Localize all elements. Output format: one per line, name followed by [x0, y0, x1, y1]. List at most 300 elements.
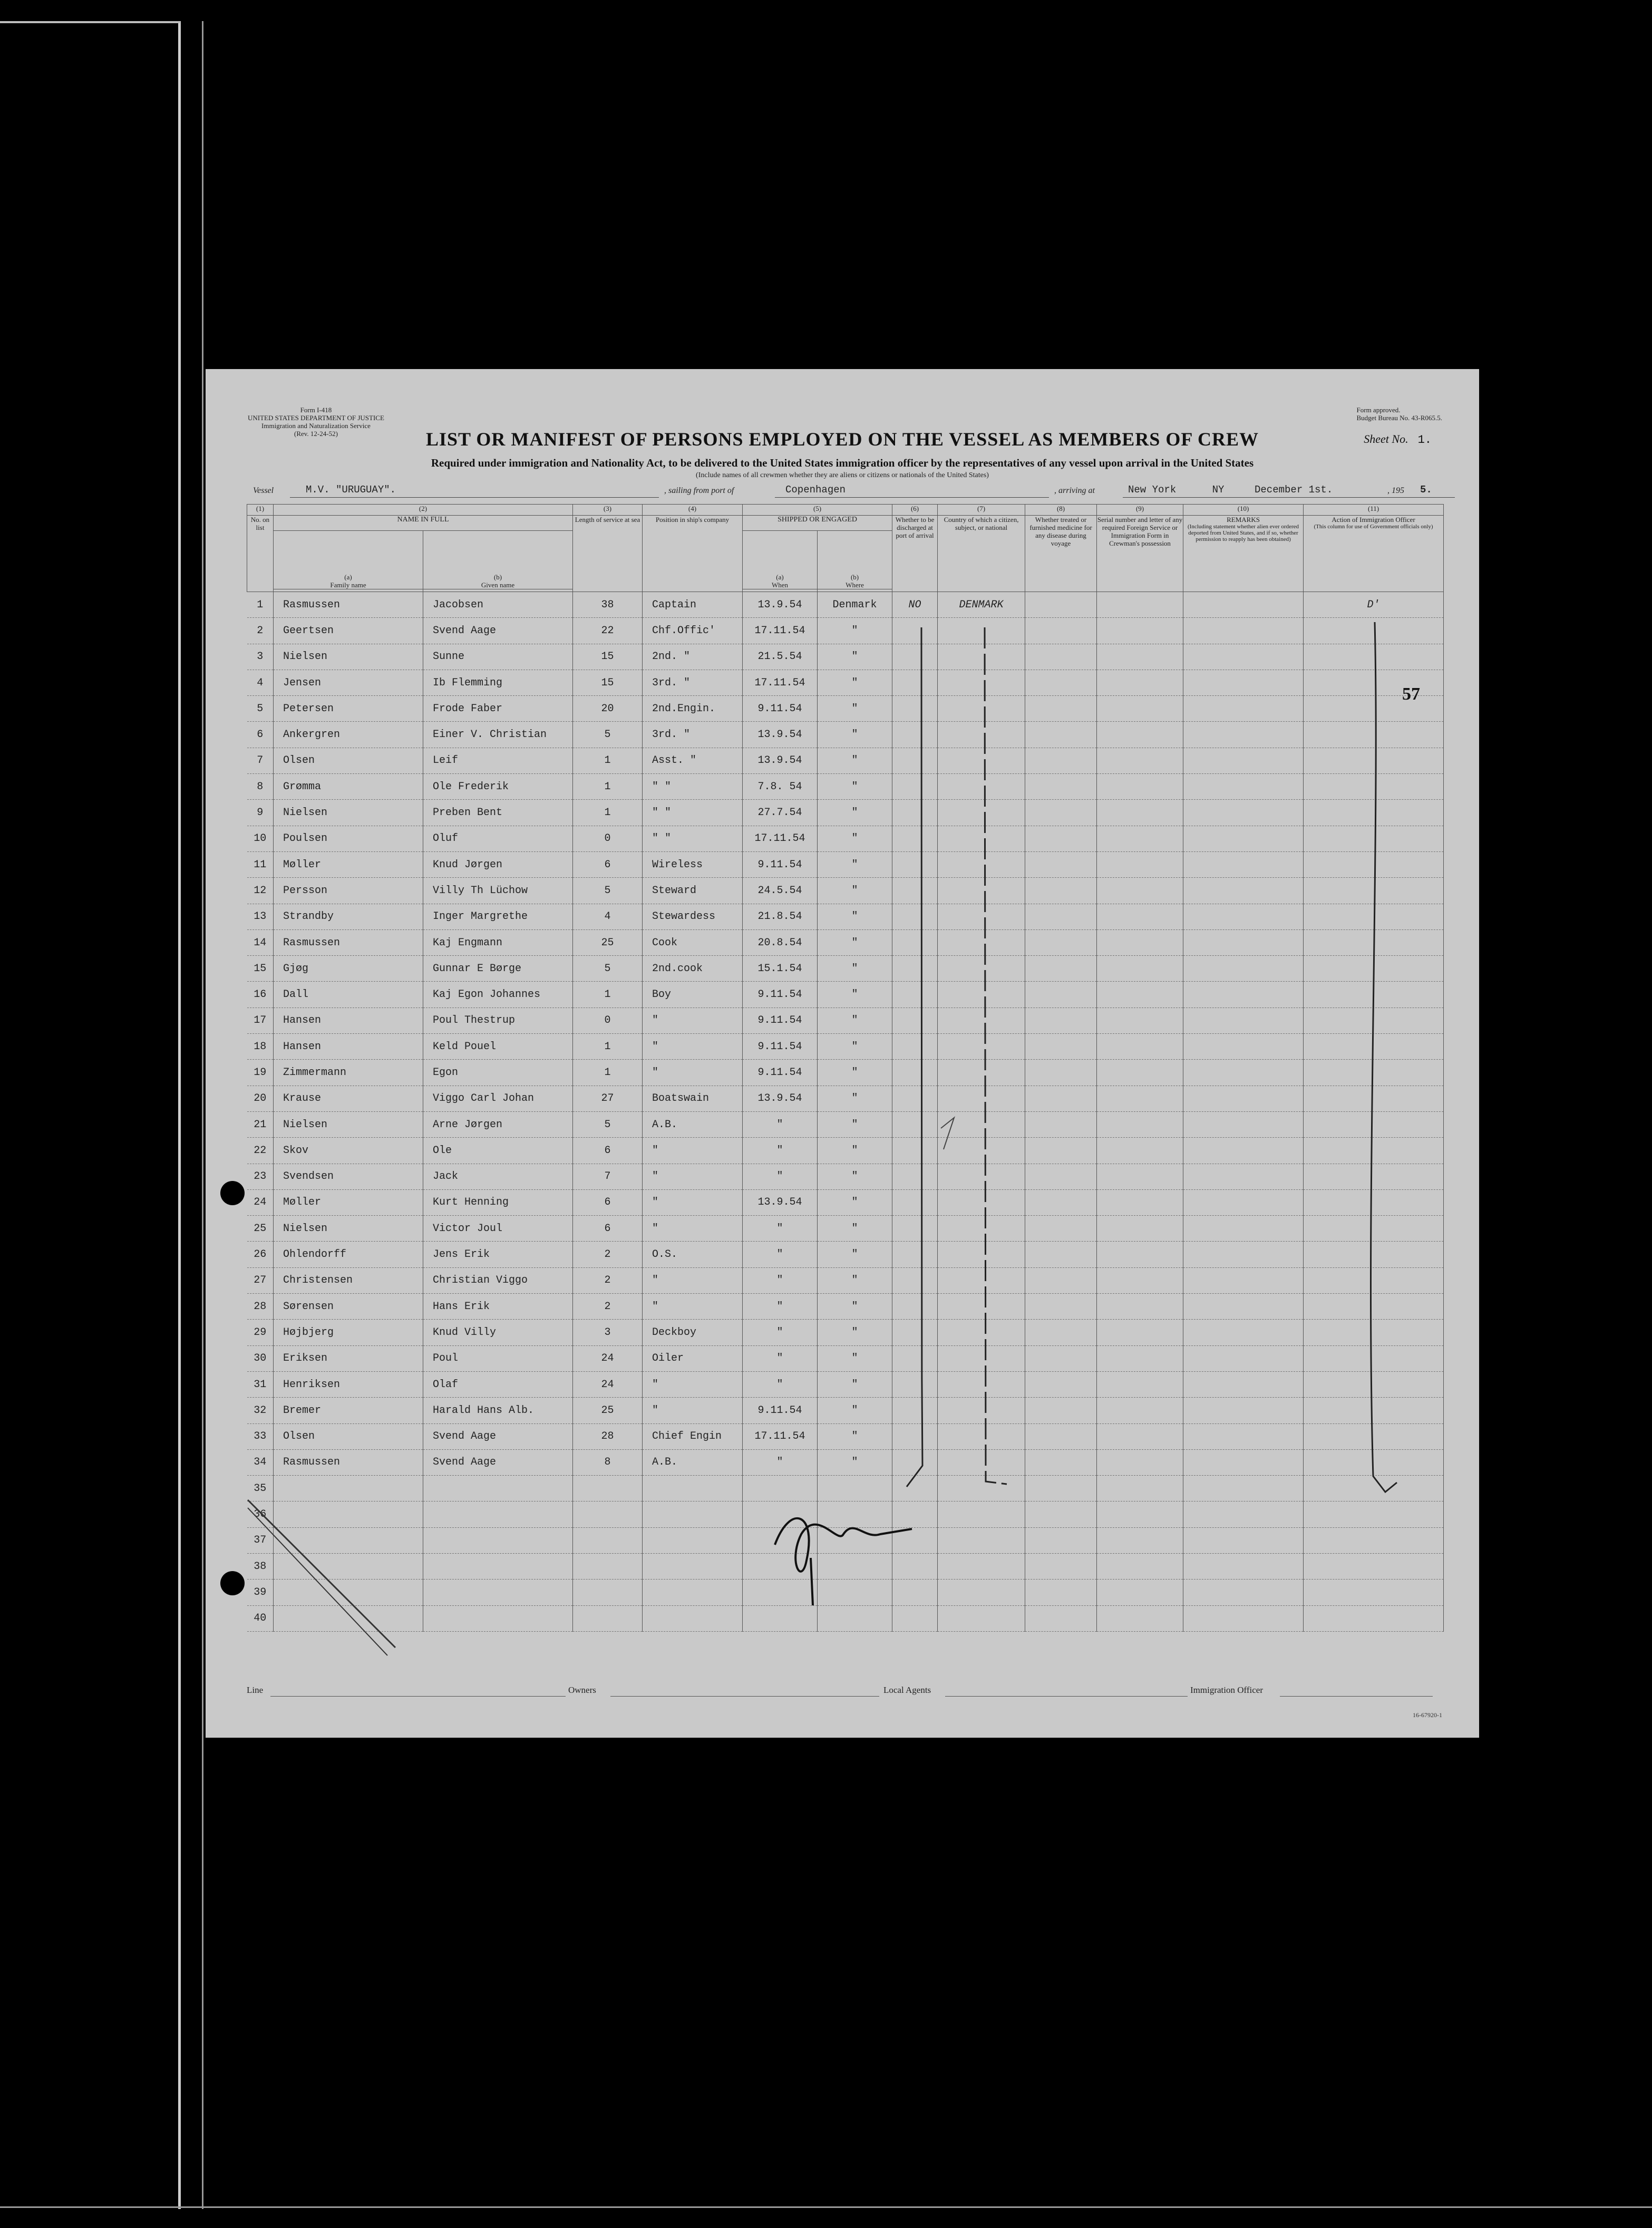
serial-cell [1097, 1371, 1183, 1397]
shipped-where: " [818, 1242, 892, 1267]
year-prefix: , 195 [1387, 486, 1404, 495]
length-of-service: 5 [573, 1111, 643, 1137]
given-name: Inger Margrethe [423, 904, 573, 929]
officer-action [1304, 1580, 1444, 1605]
position: 3rd. " [643, 722, 743, 748]
shipped-where: " [818, 956, 892, 982]
country [938, 1476, 1025, 1502]
family-name: Skov [274, 1138, 423, 1164]
given-name [423, 1580, 573, 1605]
length-of-service: 2 [573, 1294, 643, 1320]
shipped-where: " [818, 1086, 892, 1111]
country [938, 1345, 1025, 1371]
medicine-cell [1025, 1527, 1097, 1553]
length-of-service: 20 [573, 696, 643, 722]
family-name: Grømma [274, 774, 423, 800]
col-num-4: (4) [643, 505, 743, 516]
remarks-cell [1183, 1267, 1304, 1293]
form-code: 16-67920-1 [1413, 1711, 1442, 1719]
shipped-where [818, 1605, 892, 1631]
row-number: 19 [247, 1060, 274, 1086]
country [938, 722, 1025, 748]
officer-action [1304, 878, 1444, 904]
row-number: 39 [247, 1580, 274, 1605]
officer-action [1304, 1502, 1444, 1527]
length-of-service: 5 [573, 722, 643, 748]
given-name [423, 1553, 573, 1579]
form-approved: Form approved. [1356, 406, 1401, 414]
shipped-where [818, 1502, 892, 1527]
position: Boatswain [643, 1086, 743, 1111]
row-number: 17 [247, 1008, 274, 1033]
position: Steward [643, 878, 743, 904]
shipped-when: 24.5.54 [743, 878, 818, 904]
film-edge-line [178, 21, 181, 2209]
serial-cell [1097, 800, 1183, 826]
shipped-where: " [818, 774, 892, 800]
length-of-service: 7 [573, 1164, 643, 1189]
approval-header [1357, 406, 1442, 422]
row-number: 5 [247, 696, 274, 722]
discharged-status: NO [892, 592, 938, 618]
shipped-when: 27.7.54 [743, 800, 818, 826]
shipped-when: 17.11.54 [743, 618, 818, 644]
row-number: 2 [247, 618, 274, 644]
discharged-status [892, 1476, 938, 1502]
length-of-service: 22 [573, 618, 643, 644]
table-row [247, 748, 1444, 773]
length-of-service: 24 [573, 1345, 643, 1371]
length-of-service: 15 [573, 670, 643, 695]
table-row [247, 774, 1444, 800]
table-row [247, 1398, 1444, 1423]
officer-action: D' [1304, 592, 1444, 618]
officer-action [1304, 1034, 1444, 1060]
discharged-status [892, 1398, 938, 1423]
medicine-cell [1025, 1189, 1097, 1215]
family-name: Sørensen [274, 1294, 423, 1320]
vessel-info-line [253, 480, 1444, 498]
medicine-cell [1025, 722, 1097, 748]
remarks-cell [1183, 1605, 1304, 1631]
family-name: Geertsen [274, 618, 423, 644]
length-of-service: 15 [573, 644, 643, 670]
header-remarks [1183, 516, 1304, 592]
serial-cell [1097, 592, 1183, 618]
position [643, 1527, 743, 1553]
country [938, 1294, 1025, 1320]
given-name: Ole [423, 1138, 573, 1164]
table-row [247, 1008, 1444, 1033]
country [938, 1267, 1025, 1293]
length-of-service: 38 [573, 592, 643, 618]
shipped-when: " [743, 1449, 818, 1475]
remarks-cell [1183, 1502, 1304, 1527]
given-name: Villy Th Lüchow [423, 878, 573, 904]
table-row [247, 592, 1444, 618]
serial-cell [1097, 1580, 1183, 1605]
table-row [247, 1527, 1444, 1553]
shipped-where: " [818, 1216, 892, 1242]
table-row [247, 1267, 1444, 1293]
medicine-cell [1025, 592, 1097, 618]
col-num-10: (10) [1183, 505, 1304, 516]
officer-action [1304, 1476, 1444, 1502]
officer-action [1304, 1423, 1444, 1449]
given-name: Harald Hans Alb. [423, 1398, 573, 1423]
row-number: 24 [247, 1189, 274, 1215]
remarks-cell [1183, 1449, 1304, 1475]
service-name: Immigration and Naturalization Service [261, 422, 371, 430]
family-name: Rasmussen [274, 929, 423, 955]
position: " [643, 1189, 743, 1215]
officer-action [1304, 696, 1444, 722]
given-name: Keld Pouel [423, 1034, 573, 1060]
header-when [743, 531, 818, 589]
table-row [247, 1553, 1444, 1579]
shipped-where: " [818, 878, 892, 904]
serial-cell [1097, 1034, 1183, 1060]
row-number: 7 [247, 748, 274, 773]
remarks-cell [1183, 1398, 1304, 1423]
length-of-service: 27 [573, 1086, 643, 1111]
table-row [247, 1502, 1444, 1527]
remarks-cell [1183, 1216, 1304, 1242]
shipped-where: " [818, 826, 892, 851]
discharged-status [892, 1086, 938, 1111]
discharged-status [892, 722, 938, 748]
family-name: Nielsen [274, 644, 423, 670]
header-country: Country of which a citizen, subject, or national [938, 516, 1025, 592]
medicine-cell [1025, 1111, 1097, 1137]
serial-cell [1097, 774, 1183, 800]
officer-action [1304, 774, 1444, 800]
shipped-when: 13.9.54 [743, 592, 818, 618]
action-note: (This column for use of Government officials only) [1314, 524, 1433, 530]
table-row [247, 1034, 1444, 1060]
shipped-when: " [743, 1138, 818, 1164]
remarks-cell [1183, 1034, 1304, 1060]
given-name: Knud Villy [423, 1320, 573, 1345]
row-number: 38 [247, 1553, 274, 1579]
shipped-when: " [743, 1111, 818, 1137]
shipped-when [743, 1553, 818, 1579]
medicine-cell [1025, 696, 1097, 722]
length-of-service [573, 1476, 643, 1502]
family-name: Bremer [274, 1398, 423, 1423]
header-medicine: Whether treated or furnished medicine for any disease during voyage [1025, 516, 1097, 592]
officer-action [1304, 1605, 1444, 1631]
table-row [247, 904, 1444, 929]
medicine-cell [1025, 929, 1097, 955]
shipped-when: " [743, 1371, 818, 1397]
length-of-service: 1 [573, 982, 643, 1008]
remarks-cell [1183, 1138, 1304, 1164]
where-label: Where [846, 581, 864, 589]
length-of-service: 8 [573, 1449, 643, 1475]
manifest-sheet [206, 369, 1479, 1738]
serial-cell [1097, 826, 1183, 851]
row-number: 28 [247, 1294, 274, 1320]
length-of-service: 25 [573, 1398, 643, 1423]
row-number: 10 [247, 826, 274, 851]
shipped-where: " [818, 1164, 892, 1189]
remarks-cell [1183, 722, 1304, 748]
officer-action [1304, 1371, 1444, 1397]
action-title: Action of Immigration Officer [1332, 516, 1415, 524]
remarks-cell [1183, 826, 1304, 851]
officer-action [1304, 904, 1444, 929]
position: Wireless [643, 851, 743, 877]
table-row [247, 982, 1444, 1008]
remarks-cell [1183, 1553, 1304, 1579]
serial-cell [1097, 1060, 1183, 1086]
discharged-status [892, 1216, 938, 1242]
medicine-cell [1025, 800, 1097, 826]
table-row [247, 1423, 1444, 1449]
family-name: Eriksen [274, 1345, 423, 1371]
shipped-when: 21.5.54 [743, 644, 818, 670]
serial-cell [1097, 1008, 1183, 1033]
shipped-when: " [743, 1267, 818, 1293]
discharged-status [892, 1527, 938, 1553]
hole-punch [220, 1571, 245, 1595]
discharged-status [892, 644, 938, 670]
officer-action [1304, 1138, 1444, 1164]
col-num-7: (7) [938, 505, 1025, 516]
discharged-status [892, 1111, 938, 1137]
shipped-where: " [818, 618, 892, 644]
remarks-cell [1183, 1060, 1304, 1086]
length-of-service [573, 1553, 643, 1579]
officer-action [1304, 1164, 1444, 1189]
length-of-service: 24 [573, 1371, 643, 1397]
discharged-status [892, 800, 938, 826]
serial-cell [1097, 1449, 1183, 1475]
officer-action [1304, 929, 1444, 955]
position: Deckboy [643, 1320, 743, 1345]
family-name: Møller [274, 851, 423, 877]
length-of-service: 1 [573, 774, 643, 800]
col-num-11: (11) [1304, 505, 1444, 516]
officer-action [1304, 956, 1444, 982]
length-of-service: 2 [573, 1242, 643, 1267]
row-number: 13 [247, 904, 274, 929]
shipped-where: " [818, 722, 892, 748]
remarks-cell [1183, 1371, 1304, 1397]
remarks-cell [1183, 1111, 1304, 1137]
line-label: Line [247, 1685, 264, 1695]
discharged-status [892, 1449, 938, 1475]
given-name: Hans Erik [423, 1294, 573, 1320]
shipped-when: " [743, 1242, 818, 1267]
country [938, 1423, 1025, 1449]
country [938, 1242, 1025, 1267]
header-where [818, 531, 892, 589]
table-row [247, 696, 1444, 722]
medicine-cell [1025, 1423, 1097, 1449]
row-number: 33 [247, 1423, 274, 1449]
given-name: Poul [423, 1345, 573, 1371]
family-name [274, 1580, 423, 1605]
medicine-cell [1025, 644, 1097, 670]
discharged-status [892, 696, 938, 722]
shipped-when: 13.9.54 [743, 748, 818, 773]
shipped-when [743, 1605, 818, 1631]
shipped-where: " [818, 1398, 892, 1423]
family-name: Hansen [274, 1034, 423, 1060]
serial-cell [1097, 670, 1183, 695]
serial-cell [1097, 618, 1183, 644]
remarks-cell [1183, 644, 1304, 670]
medicine-cell [1025, 826, 1097, 851]
table-row [247, 1138, 1444, 1164]
position: " [643, 1060, 743, 1086]
family-name: Krause [274, 1086, 423, 1111]
sheet-number [1364, 432, 1432, 447]
country [938, 1034, 1025, 1060]
arrival-port: New York NY [1128, 484, 1225, 496]
given-name: Victor Joul [423, 1216, 573, 1242]
table-row [247, 851, 1444, 877]
discharged-status [892, 1553, 938, 1579]
given-name: Olaf [423, 1371, 573, 1397]
table-row [247, 1371, 1444, 1397]
table-row [247, 800, 1444, 826]
given-name: Christian Viggo [423, 1267, 573, 1293]
given-name: Knud Jørgen [423, 851, 573, 877]
remarks-cell [1183, 1476, 1304, 1502]
length-of-service: 0 [573, 1008, 643, 1033]
country [938, 982, 1025, 1008]
medicine-cell [1025, 1605, 1097, 1631]
country [938, 1320, 1025, 1345]
position: Asst. " [643, 748, 743, 773]
country [938, 1086, 1025, 1111]
position: " " [643, 800, 743, 826]
family-name [274, 1527, 423, 1553]
officer-action [1304, 1060, 1444, 1086]
when-label: When [771, 581, 789, 589]
discharged-status [892, 1580, 938, 1605]
remarks-cell [1183, 956, 1304, 982]
discharged-status [892, 1423, 938, 1449]
remarks-cell [1183, 1423, 1304, 1449]
table-row [247, 1449, 1444, 1475]
officer-action [1304, 982, 1444, 1008]
serial-cell [1097, 644, 1183, 670]
sailing-port: Copenhagen [785, 484, 846, 496]
serial-cell [1097, 956, 1183, 982]
serial-cell [1097, 878, 1183, 904]
medicine-cell [1025, 1164, 1097, 1189]
discharged-status [892, 618, 938, 644]
given-name: Svend Aage [423, 1449, 573, 1475]
officer-action [1304, 1216, 1444, 1242]
length-of-service: 1 [573, 1034, 643, 1060]
officer-action [1304, 1398, 1444, 1423]
length-of-service: 6 [573, 1138, 643, 1164]
table-row [247, 618, 1444, 644]
col-num-3: (3) [573, 505, 643, 516]
shipped-when: 13.9.54 [743, 1189, 818, 1215]
remarks-cell [1183, 748, 1304, 773]
given-name: Frode Faber [423, 696, 573, 722]
row-number: 27 [247, 1267, 274, 1293]
family-name: Rasmussen [274, 1449, 423, 1475]
row-number: 37 [247, 1527, 274, 1553]
given-name [423, 1476, 573, 1502]
family-name: Persson [274, 878, 423, 904]
country [938, 800, 1025, 826]
position: " [643, 1164, 743, 1189]
row-number: 26 [247, 1242, 274, 1267]
given-name: Kaj Engmann [423, 929, 573, 955]
position: Boy [643, 982, 743, 1008]
given-name [423, 1605, 573, 1631]
medicine-cell [1025, 1398, 1097, 1423]
position: O.S. [643, 1242, 743, 1267]
given-name: Jacobsen [423, 592, 573, 618]
officer-action [1304, 670, 1444, 695]
position: " " [643, 774, 743, 800]
remarks-title: REMARKS [1227, 516, 1260, 524]
position: Cook [643, 929, 743, 955]
budget-bureau-no: Budget Bureau No. 43-R065.5. [1356, 414, 1442, 422]
table-row [247, 826, 1444, 851]
position: " [643, 1008, 743, 1033]
vessel-name: M.V. "URUGUAY". [306, 484, 396, 496]
form-title: LIST OR MANIFEST OF PERSONS EMPLOYED ON THE VESSEL AS MEMBERS OF CREW [426, 429, 1259, 450]
arrival-date: December 1st. [1255, 484, 1333, 496]
discharged-status [892, 1189, 938, 1215]
row-number: 3 [247, 644, 274, 670]
family-name: Møller [274, 1189, 423, 1215]
position: Oiler [643, 1345, 743, 1371]
shipped-where [818, 1580, 892, 1605]
shipped-when: " [743, 1345, 818, 1371]
shipped-when: " [743, 1164, 818, 1189]
header-position: Position in ship's company [643, 516, 743, 592]
position: 3rd. " [643, 670, 743, 695]
given-name: Leif [423, 748, 573, 773]
given-name: Preben Bent [423, 800, 573, 826]
position: " [643, 1371, 743, 1397]
remarks-cell [1183, 696, 1304, 722]
officer-action [1304, 1449, 1444, 1475]
discharged-status [892, 1034, 938, 1060]
sailing-label: , sailing from port of [664, 486, 734, 495]
medicine-cell [1025, 1553, 1097, 1579]
officer-action [1304, 1008, 1444, 1033]
col-num-5: (5) [743, 505, 892, 516]
officer-action [1304, 1242, 1444, 1267]
form-note: (Include names of all crewmen whether they are aliens or citizens or nationals of the United States) [696, 471, 989, 479]
country [938, 1371, 1025, 1397]
agents-label: Local Agents [883, 1685, 931, 1695]
family-name: Dall [274, 982, 423, 1008]
discharged-status [892, 1605, 938, 1631]
country [938, 1216, 1025, 1242]
col-num-2: (2) [274, 505, 573, 516]
department-name: UNITED STATES DEPARTMENT OF JUSTICE [248, 414, 384, 422]
shipped-where: " [818, 1111, 892, 1137]
serial-cell [1097, 1216, 1183, 1242]
medicine-cell [1025, 1371, 1097, 1397]
table-row [247, 1476, 1444, 1502]
medicine-cell [1025, 878, 1097, 904]
row-number: 12 [247, 878, 274, 904]
